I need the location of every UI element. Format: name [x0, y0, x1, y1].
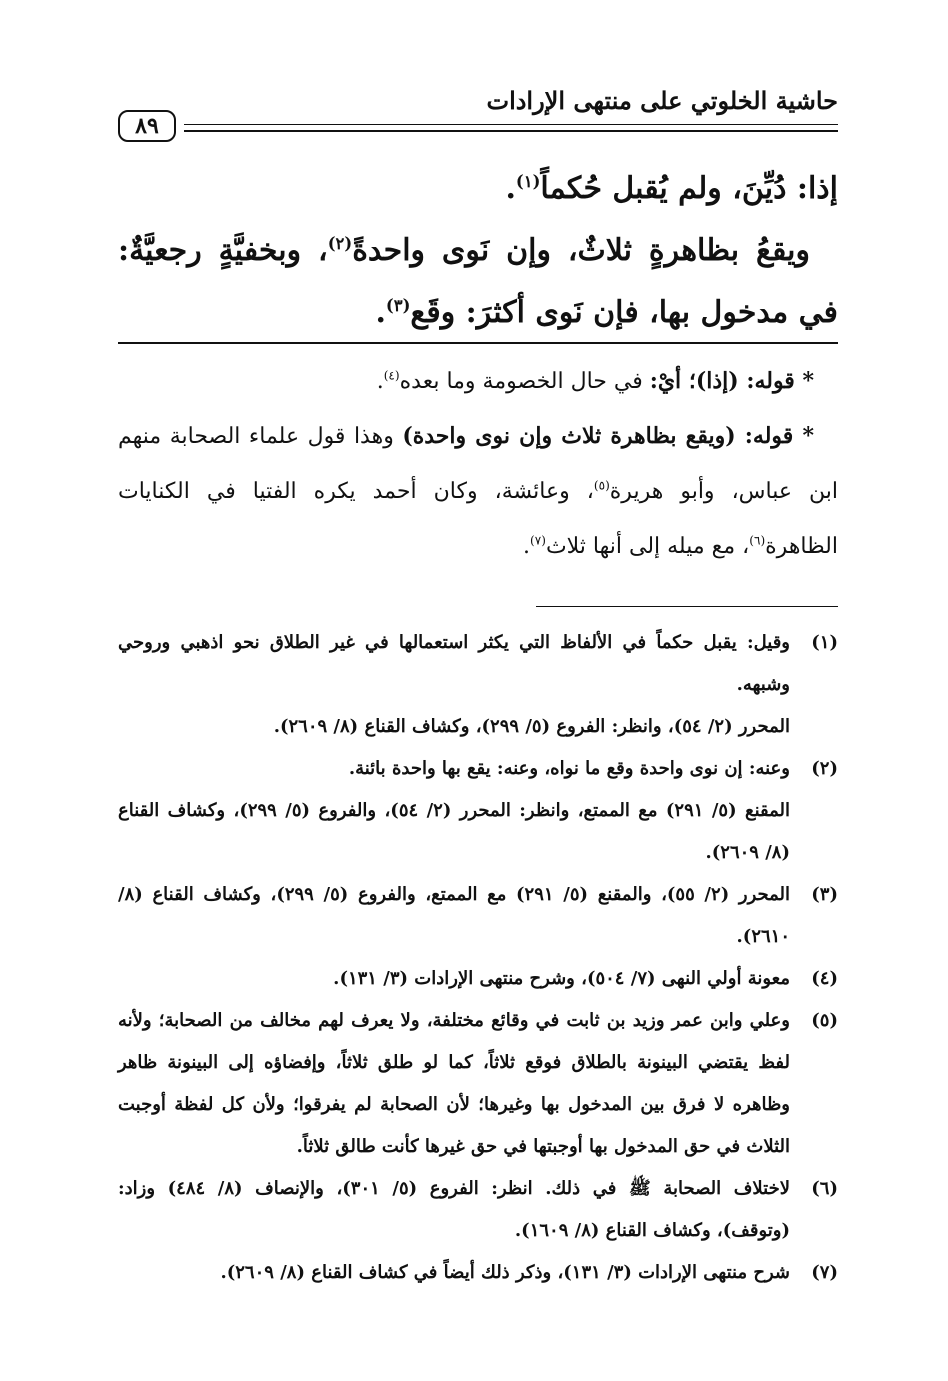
matn-punct: .	[505, 171, 516, 206]
footnote-text: وعلي وابن عمر وزيد بن ثابت في وقائع مختلفة، ولا يعرف لهم مخالف من الصحابة؛ ولأنه لفظ يقتضي البينونة بالطلاق فوقع ثلاثاً، كما لو طلق ثلاثاً، وإفضاؤه إلى البينونة ظاهر وظاهره لا فرق بين المدخول بها وغيرها؛ لأن الصحابة لم يفرقوا؛ ولأن كل لفظة أوجبت الثلاث في حق المدخول بها أوجبتها في حق غيرها كأنت طالق ثلاثاً.	[118, 1010, 790, 1157]
matn-punct: .	[375, 295, 386, 330]
commentary-text: وهذا قول علماء الصحابة منهم ابن عباس، وأبو هريرة	[118, 424, 839, 504]
footnote-number: (٧)	[811, 1262, 838, 1283]
page-header	[118, 86, 838, 138]
matn-separator	[118, 342, 838, 344]
footnote-ref: (٧)	[530, 533, 546, 548]
commentary-lemma: قوله: (إذا)؛ أيْ:	[649, 368, 795, 394]
commentary-text: في حال الخصومة وما بعده	[399, 369, 650, 394]
main-text	[118, 158, 838, 344]
footnote-number: (٤)	[811, 968, 838, 989]
bullet-star: *	[793, 423, 814, 449]
footnote-text: المقنع (٥/ ٢٩١) مع الممتع، وانظر: المحرر (٢/ ٥٤)، والفروع (٥/ ٢٩٩)، وكشاف القناع (٨/ ٢٦٠٩).	[118, 800, 791, 863]
matn-text: إذا: دُيِّنَ، ولم يُقبل حُكماً	[540, 171, 838, 206]
footnote-number: (٦)	[811, 1178, 838, 1199]
footnote-3	[118, 874, 838, 958]
footnotes	[118, 622, 838, 1294]
footnote-ref: (٣)	[385, 296, 411, 315]
footnote-1	[118, 622, 838, 748]
footnote-6	[118, 1168, 838, 1252]
footnote-number: (١)	[811, 632, 838, 653]
commentary-lemma: قوله: (ويقع بظاهرة ثلاث وإن نوى واحدة)	[402, 423, 794, 449]
header-rule	[184, 124, 838, 132]
commentary-paragraph-2	[118, 409, 838, 574]
commentary-paragraph-1	[118, 354, 838, 409]
footnote-separator	[536, 606, 838, 607]
footnote-ref: (٥)	[593, 478, 610, 493]
page-number: ٨٩	[118, 110, 176, 142]
footnote-ref: (١)	[515, 172, 541, 191]
footnote-5	[118, 1000, 838, 1168]
footnote-ref: (٤)	[383, 368, 400, 383]
commentary-text: ، وعائشة، وكان أحمد يكره الفتيا في الكنايات الظاهرة	[118, 479, 838, 559]
footnote-2	[118, 748, 838, 874]
footnote-text: المحرر (٢/ ٥٥)، والمقنع (٥/ ٢٩١) مع الممتع، والفروع (٥/ ٢٩٩)، وكشاف القناع (٨/ ٢٦١٠).	[118, 884, 791, 947]
matn-text: ويقعُ بظاهرةٍ ثلاثٌ، وإن نَوى واحدةً	[352, 233, 810, 268]
footnote-text: لاختلاف الصحابة ﷺ في ذلك. انظر: الفروع (٥/ ٣٠١)، والإنصاف (٨/ ٤٨٤) وزاد: (وتوقف)، وكشاف القناع (٨/ ١٦٠٩).	[118, 1178, 790, 1241]
matn-line-1	[118, 158, 838, 220]
commentary	[118, 354, 838, 574]
footnote-text: وقيل: يقبل حكماً في الألفاظ التي يكثر استعمالها في غير الطلاق نحو اذهبي وروحي وشبهه.	[118, 632, 790, 695]
matn-paragraph-2	[118, 220, 838, 344]
bullet-star: *	[794, 368, 814, 394]
footnote-ref: (٢)	[327, 234, 353, 253]
footnote-text: شرح منتهى الإرادات (٣/ ١٣١)، وذكر ذلك أيضاً في كشاف القناع (٨/ ٢٦٠٩).	[220, 1262, 790, 1283]
footnote-text: وعنه: إن نوى واحدة وقع ما نواه، وعنه: يقع بها واحدة بائنة.	[348, 758, 790, 779]
matn-text: ، وبخفيَّةٍ رجعيَّةٌ: في مدخول بها، فإن نَوى أكثرَ: وقَع	[118, 233, 838, 330]
footnote-number: (٥)	[811, 1010, 838, 1031]
commentary-punct: .	[523, 534, 531, 559]
footnote-number: (٣)	[811, 884, 838, 905]
commentary-text: ، مع ميله إلى أنها ثلاث	[545, 534, 750, 559]
footnote-7	[118, 1252, 838, 1294]
footnote-text: المحرر (٢/ ٥٤)، وانظر: الفروع (٥/ ٢٩٩)، وكشاف القناع (٨/ ٢٦٠٩).	[273, 716, 790, 737]
running-title: حاشية الخلوتي على منتهى الإرادات	[486, 86, 838, 115]
footnote-number: (٢)	[811, 758, 838, 779]
footnote-4	[118, 958, 838, 1000]
commentary-punct: .	[376, 369, 384, 394]
footnote-ref: (٦)	[749, 533, 766, 548]
footnote-text: معونة أولي النهى (٧/ ٥٠٤)، وشرح منتهى الإرادات (٣/ ١٣١).	[333, 968, 790, 989]
